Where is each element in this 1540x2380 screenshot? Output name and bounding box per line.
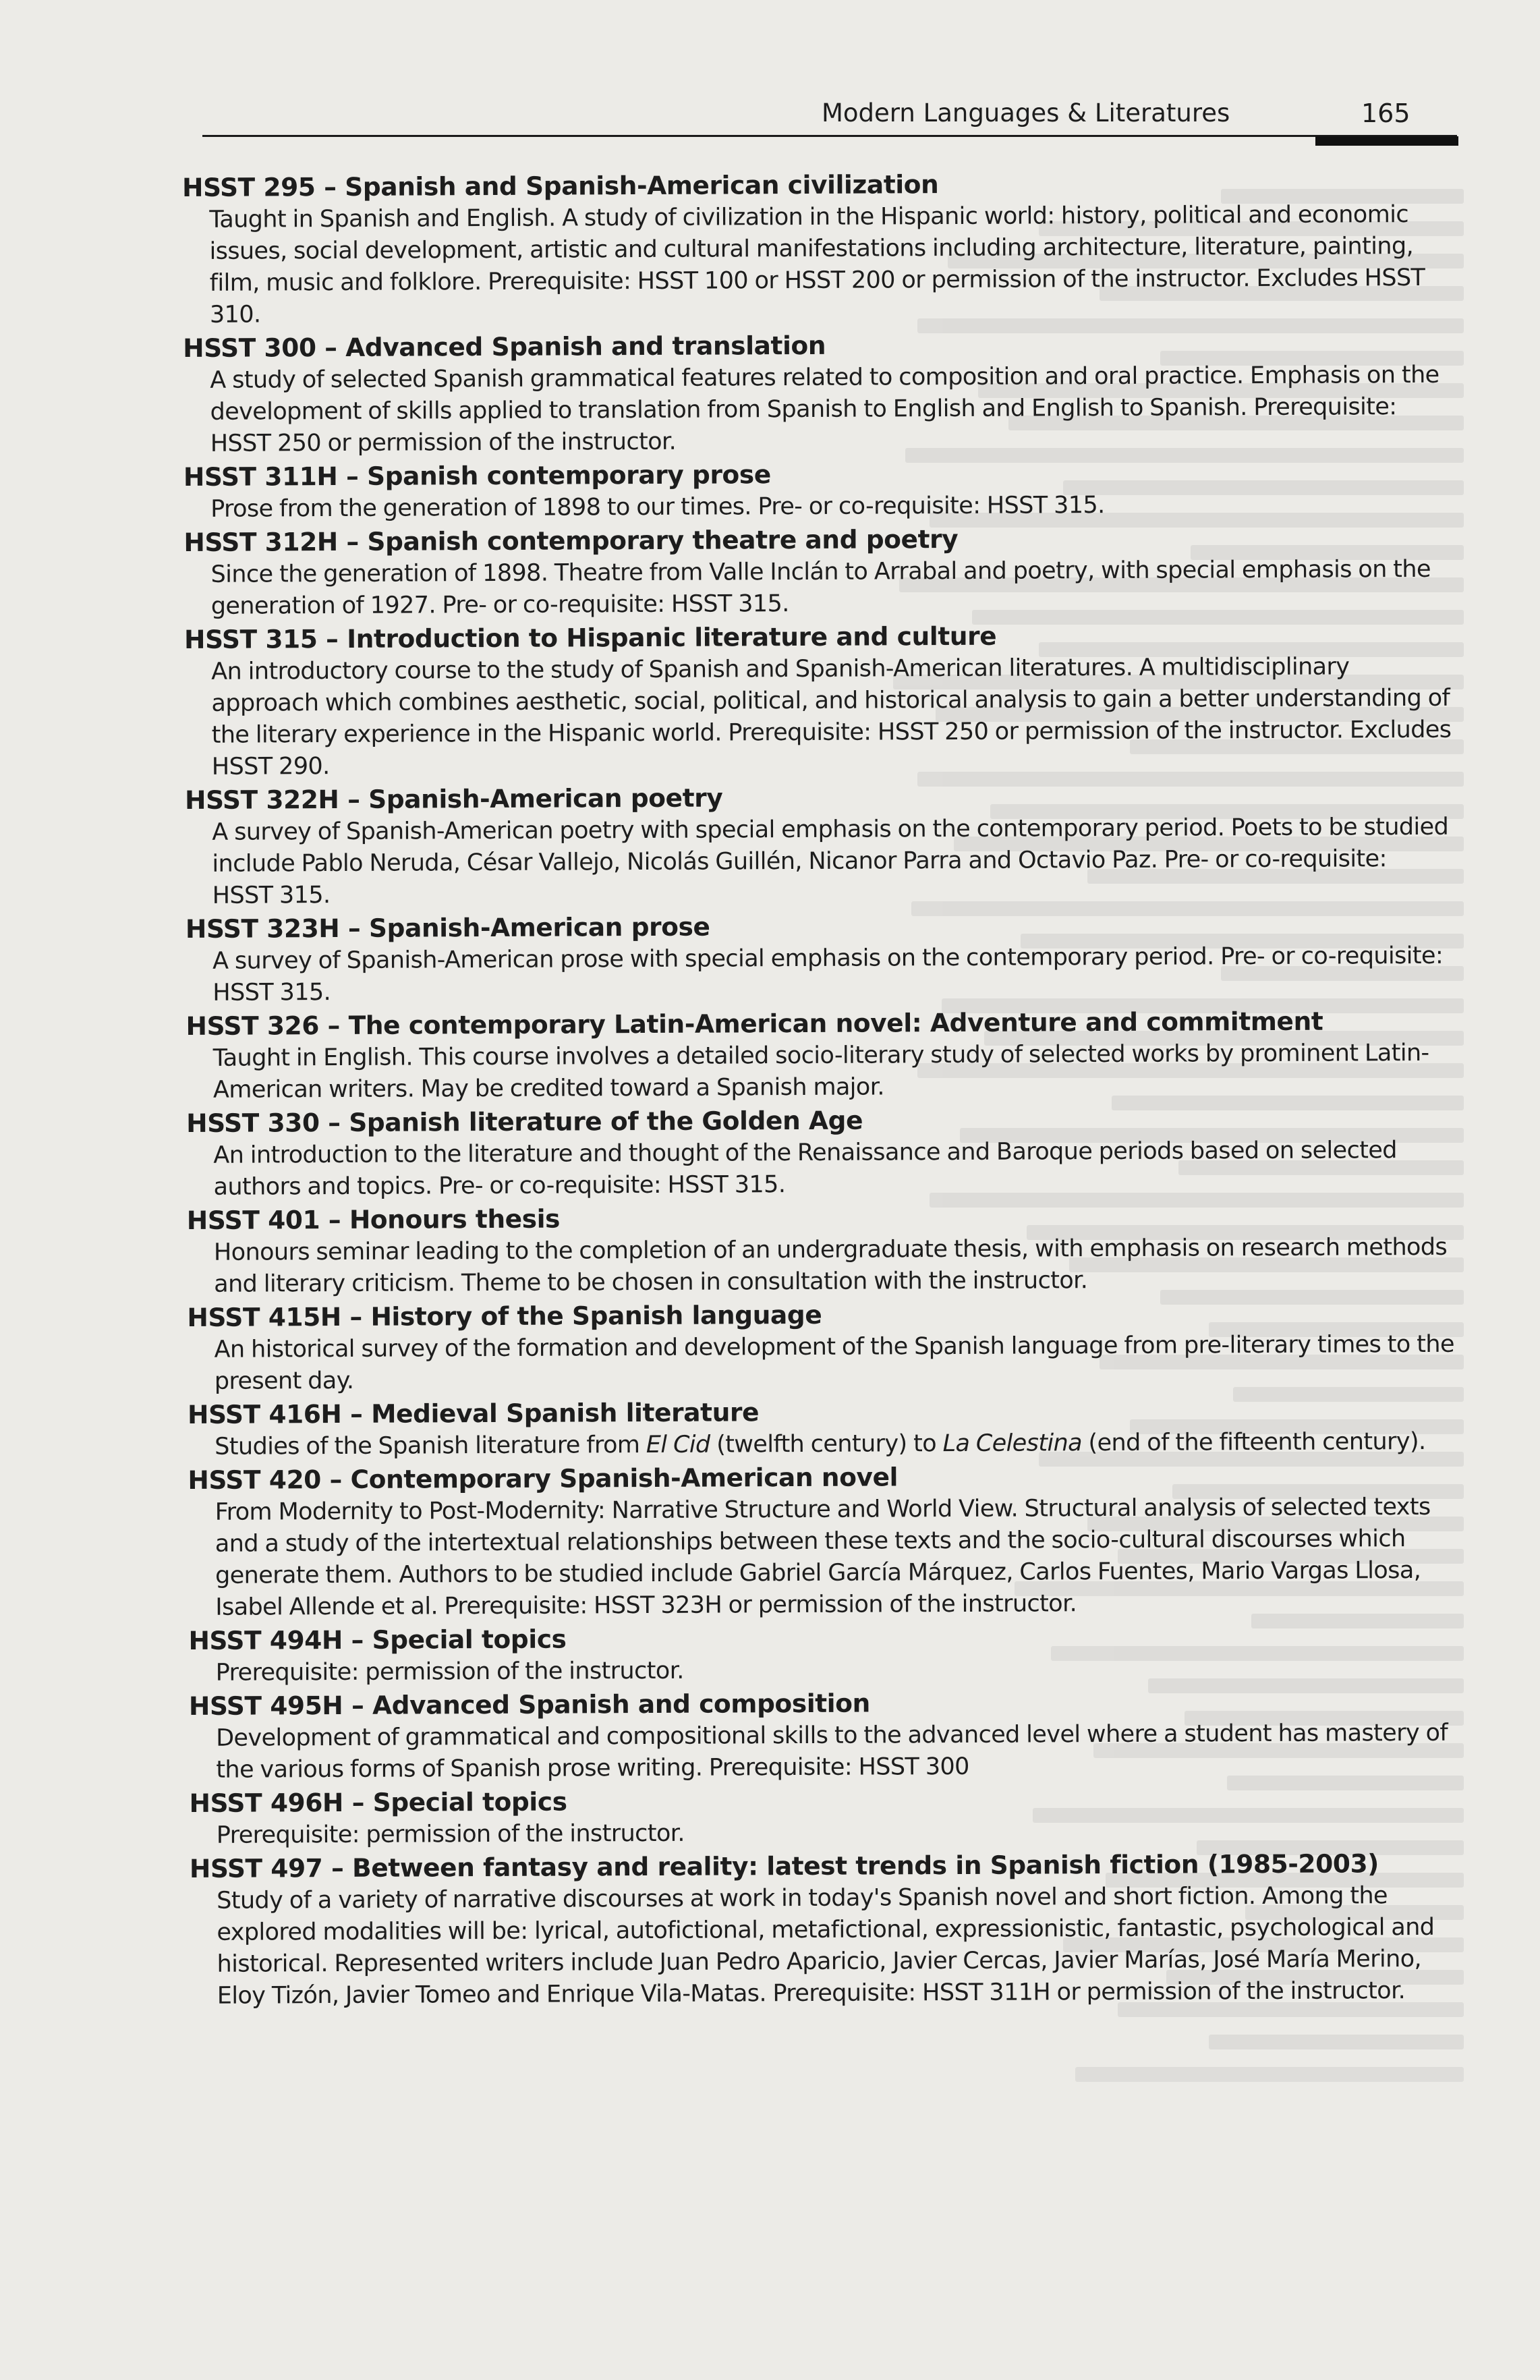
- course-heading: HSST 401 – Honours thesis: [186, 1203, 561, 1235]
- course-code: HSST 415H: [187, 1301, 341, 1332]
- course-name: Spanish contemporary theatre and poetry: [367, 523, 959, 557]
- course-code: HSST 312H: [183, 526, 338, 557]
- course-name: Spanish-American prose: [368, 911, 710, 943]
- course-listing: [182, 165, 1472, 2012]
- course-description: Prerequisite: permission of the instructor.: [215, 1657, 684, 1687]
- course-heading: HSST 326 – The contemporary Latin-American novel: Adventure and commitment: [186, 1006, 1323, 1041]
- course-entry: [187, 1295, 1469, 1398]
- course-name: Medieval Spanish literature: [371, 1397, 760, 1429]
- description-text: Studies of the Spanish literature from: [215, 1432, 646, 1461]
- running-header-title: Modern Languages & Literatures: [822, 98, 1230, 128]
- course-heading: HSST 315 – Introduction to Hispanic literature and culture: [183, 621, 997, 654]
- course-entry: [190, 1846, 1472, 2012]
- course-description: From Modernity to Post-Modernity: Narrative Structure and World View. Structural analysis of selected texts and a study of the intertextual relationships between these texts and the socio-cultural discourses which generate them. Authors to be studied include Gabriel García Márquez, Carlos Fuentes, Mario Vargas Llosa, Isabel Allende et al. Prerequisite: HSST 323H or permission of the instructor.: [215, 1493, 1431, 1621]
- course-entry: [188, 1618, 1470, 1689]
- course-entry: [186, 1101, 1468, 1203]
- course-code: HSST 495H: [188, 1690, 343, 1721]
- course-name: Contemporary Spanish-American novel: [350, 1462, 899, 1494]
- description-text: (end of the fifteenth century).: [1081, 1427, 1426, 1457]
- course-code: HSST 401: [186, 1205, 320, 1235]
- work-title-italic: El Cid: [646, 1431, 710, 1459]
- course-entry: [183, 520, 1466, 623]
- course-name: Honours thesis: [349, 1203, 561, 1235]
- course-heading: HSST 322H – Spanish-American poetry: [184, 783, 723, 815]
- description-text: (twelfth century) to: [710, 1430, 943, 1458]
- course-entry: [183, 455, 1465, 526]
- course-name: Spanish contemporary prose: [366, 459, 771, 491]
- course-entry: [188, 1392, 1469, 1463]
- course-name: Spanish and Spanish-American civilization: [345, 169, 939, 202]
- course-code: HSST 322H: [184, 784, 339, 815]
- course-heading: HSST 312H – Spanish contemporary theatre and poetry: [183, 523, 959, 557]
- course-code: HSST 295: [182, 172, 316, 202]
- course-heading: HSST 496H – Special topics: [189, 1786, 567, 1818]
- course-description: A survey of Spanish-American poetry with special emphasis on the contemporary period. Poets to be studied include Pablo Neruda, César Vallejo, Nicolás Guillén, Nicanor Parra and Octavio Paz. Pre- or co-requisite: HSST 315.: [212, 813, 1449, 909]
- course-name: Special topics: [372, 1786, 567, 1817]
- course-description: An historical survey of the formation and development of the Spanish language from pre-literary times to the present day.: [214, 1330, 1454, 1395]
- course-heading: HSST 295 – Spanish and Spanish-American civilization: [182, 169, 939, 202]
- course-entry: [188, 1458, 1470, 1624]
- course-entry: [187, 1198, 1469, 1301]
- page-header: [202, 92, 1464, 152]
- course-code: HSST 496H: [189, 1787, 344, 1818]
- course-code: HSST 416H: [187, 1398, 342, 1429]
- course-description: Taught in Spanish and English. A study of civilization in the Hispanic world: history, political and economic issues, social development, artistic and cultural manifestations including architecture, literature, painting, film, music and folklore. Prerequisite: HSST 100 or HSST 200 or permission of the instructor. Excludes HSST 310.: [209, 201, 1425, 329]
- course-description: Study of a variety of narrative discourses at work in today's Spanish novel and short fiction. Among the explored modalities will be: lyrical, autofictional, metafictional, expressionistic, fantastic, psychological and historical. Represented writers include Juan Pedro Aparicio, Javier Cercas, Javier Marías, José María Merino, Eloy Tizón, Javier Tomeo and Enrique Vila-Matas. Prerequisite: HSST 311H or permission of the instructor.: [217, 1882, 1435, 2010]
- course-description: Honours seminar leading to the completion of an undergraduate thesis, with emphasis on research methods and literary criticism. Theme to be chosen in consultation with the instructor.: [213, 1233, 1448, 1298]
- course-name: History of the Spanish language: [370, 1299, 822, 1332]
- course-heading: HSST 300 – Advanced Spanish and translation: [183, 330, 826, 363]
- header-tab-bar: [1315, 136, 1458, 146]
- course-name: Special topics: [372, 1624, 567, 1655]
- course-description: Since the generation of 1898. Theatre from Valle Inclán to Arrabal and poetry, with special emphasis on the generation of 1927. Pre- or co-requisite: HSST 315.: [210, 555, 1431, 620]
- course-description: An introduction to the literature and thought of the Renaissance and Baroque periods based on selected authors and topics. Pre- or co-requisite: HSST 315.: [213, 1137, 1397, 1201]
- course-description: Development of grammatical and compositional skills to the advanced level where a student has mastery of the various forms of Spanish prose writing. Prerequisite: HSST 300: [216, 1719, 1448, 1784]
- course-code: HSST 323H: [185, 913, 340, 944]
- course-code: HSST 300: [183, 333, 316, 363]
- course-name: Between fantasy and reality: latest trends in Spanish fiction (1985-2003): [351, 1848, 1379, 1883]
- course-entry: [189, 1781, 1471, 1852]
- course-heading: HSST 495H – Advanced Spanish and composition: [188, 1688, 870, 1721]
- course-code: HSST 315: [183, 624, 318, 654]
- course-heading: HSST 323H – Spanish-American prose: [185, 911, 710, 944]
- course-code: HSST 330: [186, 1108, 320, 1138]
- course-name: Advanced Spanish and composition: [372, 1688, 870, 1720]
- course-description: An introductory course to the study of Spanish and Spanish-American literatures. A multidisciplinary approach which combines aesthetic, social, political, and historical analysis to gain a better understanding of the literary experience in the Hispanic world. Prerequisite: HSST 250 or permission of the instructor. Excludes HSST 290.: [211, 653, 1452, 781]
- course-heading: HSST 311H – Spanish contemporary prose: [183, 459, 771, 492]
- course-heading: HSST 416H – Medieval Spanish literature: [187, 1397, 760, 1429]
- course-heading: HSST 330 – Spanish literature of the Golden Age: [186, 1105, 863, 1138]
- course-description: Taught in English. This course involves a detailed socio-literary study of selected works by prominent Latin-American writers. May be credited toward a Spanish major.: [212, 1039, 1429, 1104]
- course-entry: [185, 778, 1467, 912]
- course-name: Spanish literature of the Golden Age: [349, 1105, 863, 1137]
- page-number: 165: [1361, 98, 1410, 128]
- course-description: A survey of Spanish-American prose with special emphasis on the contemporary period. Pre- or co-requisite: HSST 315.: [212, 942, 1444, 1007]
- work-title-italic: La Celestina: [942, 1429, 1083, 1458]
- course-name: Spanish-American poetry: [368, 783, 723, 814]
- course-name: The contemporary Latin-American novel: Adventure and commitment: [348, 1006, 1323, 1040]
- course-entry: [182, 165, 1464, 331]
- header-rule: [202, 135, 1457, 137]
- course-entry: [186, 1004, 1468, 1106]
- course-code: HSST 311H: [183, 461, 338, 492]
- course-heading: HSST 420 – Contemporary Spanish-American novel: [188, 1462, 899, 1495]
- course-entry: [186, 907, 1468, 1009]
- course-description: [188, 1426, 1456, 1463]
- course-entry: [189, 1684, 1471, 1786]
- course-description: Prose from the generation of 1898 to our times. Pre- or co-requisite: HSST 315.: [210, 492, 1105, 523]
- course-name: Introduction to Hispanic literature and culture: [347, 621, 997, 654]
- course-code: HSST 326: [186, 1011, 320, 1041]
- course-code: HSST 497: [189, 1853, 323, 1883]
- course-code: HSST 494H: [188, 1624, 343, 1655]
- course-heading: HSST 497 – Between fantasy and reality: latest trends in Spanish fiction (1985-2003): [189, 1848, 1379, 1883]
- course-entry: [184, 617, 1466, 783]
- course-name: Advanced Spanish and translation: [345, 330, 826, 362]
- course-heading: HSST 494H – Special topics: [188, 1624, 567, 1655]
- course-description: Prerequisite: permission of the instructor.: [216, 1819, 685, 1849]
- course-entry: [183, 326, 1465, 460]
- course-heading: HSST 415H – History of the Spanish language: [187, 1299, 822, 1332]
- course-description: A study of selected Spanish grammatical features related to composition and oral practice. Emphasis on the development of skills applied to translation from Spanish to English and English to Spanish. Prerequisite: HSST 250 or permission of the instructor.: [210, 361, 1439, 457]
- course-code: HSST 420: [188, 1465, 322, 1495]
